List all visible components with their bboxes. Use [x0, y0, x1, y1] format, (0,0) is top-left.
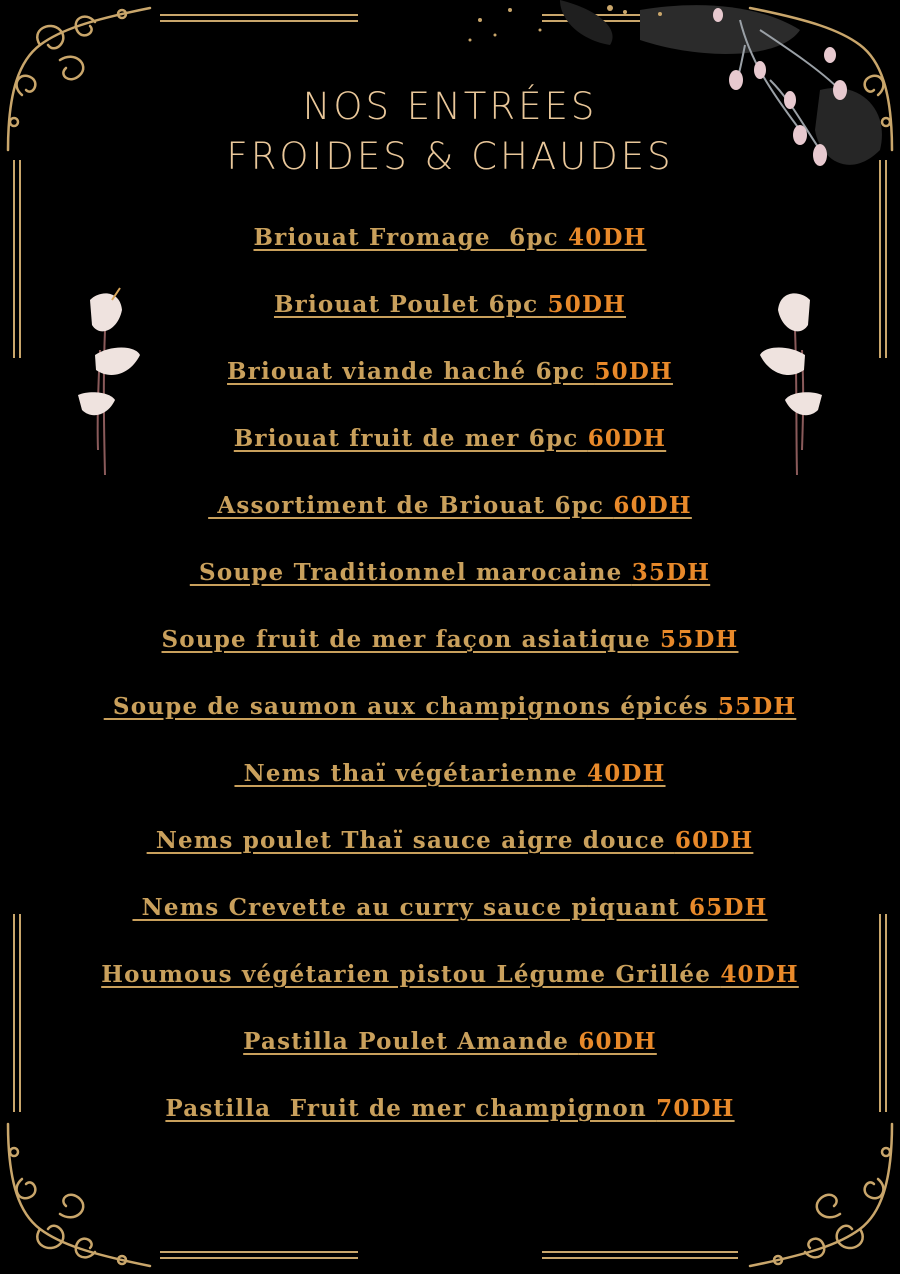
menu-item-name: Assortiment de Briouat 6pc: [208, 492, 614, 519]
menu-item-name: Briouat Poulet 6pc: [273, 291, 548, 318]
menu-item-price: 55DH: [717, 693, 797, 720]
menu-item-price: 60DH: [587, 425, 667, 452]
menu-item-price: 40DH: [568, 224, 647, 251]
menu-item: [0, 626, 900, 653]
menu-item: [0, 559, 900, 586]
menu-item-line: [234, 760, 665, 787]
menu-item-name: Pastilla Fruit de mer champignon: [165, 1095, 657, 1122]
menu-item: [0, 961, 900, 988]
menu-item: [0, 894, 900, 921]
menu-item-name: Nems thaï végétarienne: [234, 760, 588, 787]
menu-item: [0, 760, 900, 787]
menu-item-price: 65DH: [689, 894, 768, 921]
menu-item: [0, 358, 900, 385]
menu-item-line: [147, 827, 754, 854]
menu-item-line: [227, 358, 673, 385]
menu-item-name: Soupe de saumon aux champignons épicés: [103, 693, 718, 720]
menu-item-price: 60DH: [578, 1028, 657, 1055]
menu-item: [0, 492, 900, 519]
menu-item-line: [243, 1028, 657, 1055]
menu-item: [0, 1028, 900, 1055]
menu-item-line: [165, 1095, 734, 1122]
menu-item-price: 40DH: [587, 760, 666, 787]
menu-item-name: Briouat fruit de mer 6pc: [233, 425, 588, 452]
menu-item: [0, 693, 900, 720]
title-line-1: NOS ENTRÉES: [302, 85, 598, 128]
menu-item-line: [190, 559, 710, 586]
menu-item: [0, 224, 900, 251]
menu-item-price: 50DH: [594, 358, 673, 385]
menu-item-price: 50DH: [547, 291, 627, 318]
menu-item-price: 60DH: [674, 827, 754, 854]
menu-item-name: Briouat Fromage 6pc: [253, 224, 569, 251]
menu-item-line: [101, 961, 799, 988]
menu-item-line: [132, 894, 767, 921]
menu-item-line: [274, 291, 626, 318]
menu-item-line: [234, 425, 666, 452]
menu-title: [0, 82, 900, 182]
menu-item-line: [253, 224, 646, 251]
menu-item-line: [162, 626, 739, 653]
menu-item-price: 70DH: [656, 1095, 735, 1122]
menu-item-name: Nems poulet Thaï sauce aigre douce: [146, 827, 675, 854]
menu-item-name: Soupe Traditionnel marocaine: [189, 559, 632, 586]
title-line-2: FROIDES & CHAUDES: [226, 135, 674, 178]
menu-item-line: [104, 693, 797, 720]
menu-item-name: Briouat viande haché 6pc: [227, 358, 595, 385]
menu-item-name: Soupe fruit de mer façon asiatique: [161, 626, 660, 653]
menu-item: [0, 291, 900, 318]
menu-item-name: Nems Crevette au curry sauce piquant: [132, 894, 690, 921]
menu-item-name: Houmous végétarien pistou Légume Grillée: [101, 961, 721, 988]
menu-item-price: 55DH: [660, 626, 739, 653]
menu-item: [0, 425, 900, 452]
menu-item: [0, 1095, 900, 1122]
menu-item: [0, 827, 900, 854]
menu-item-price: 60DH: [613, 492, 692, 519]
menu-item-line: [208, 492, 692, 519]
menu-item-price: 35DH: [631, 559, 711, 586]
menu-item-name: Pastilla Poulet Amande: [243, 1028, 579, 1055]
menu-item-price: 40DH: [720, 961, 799, 988]
